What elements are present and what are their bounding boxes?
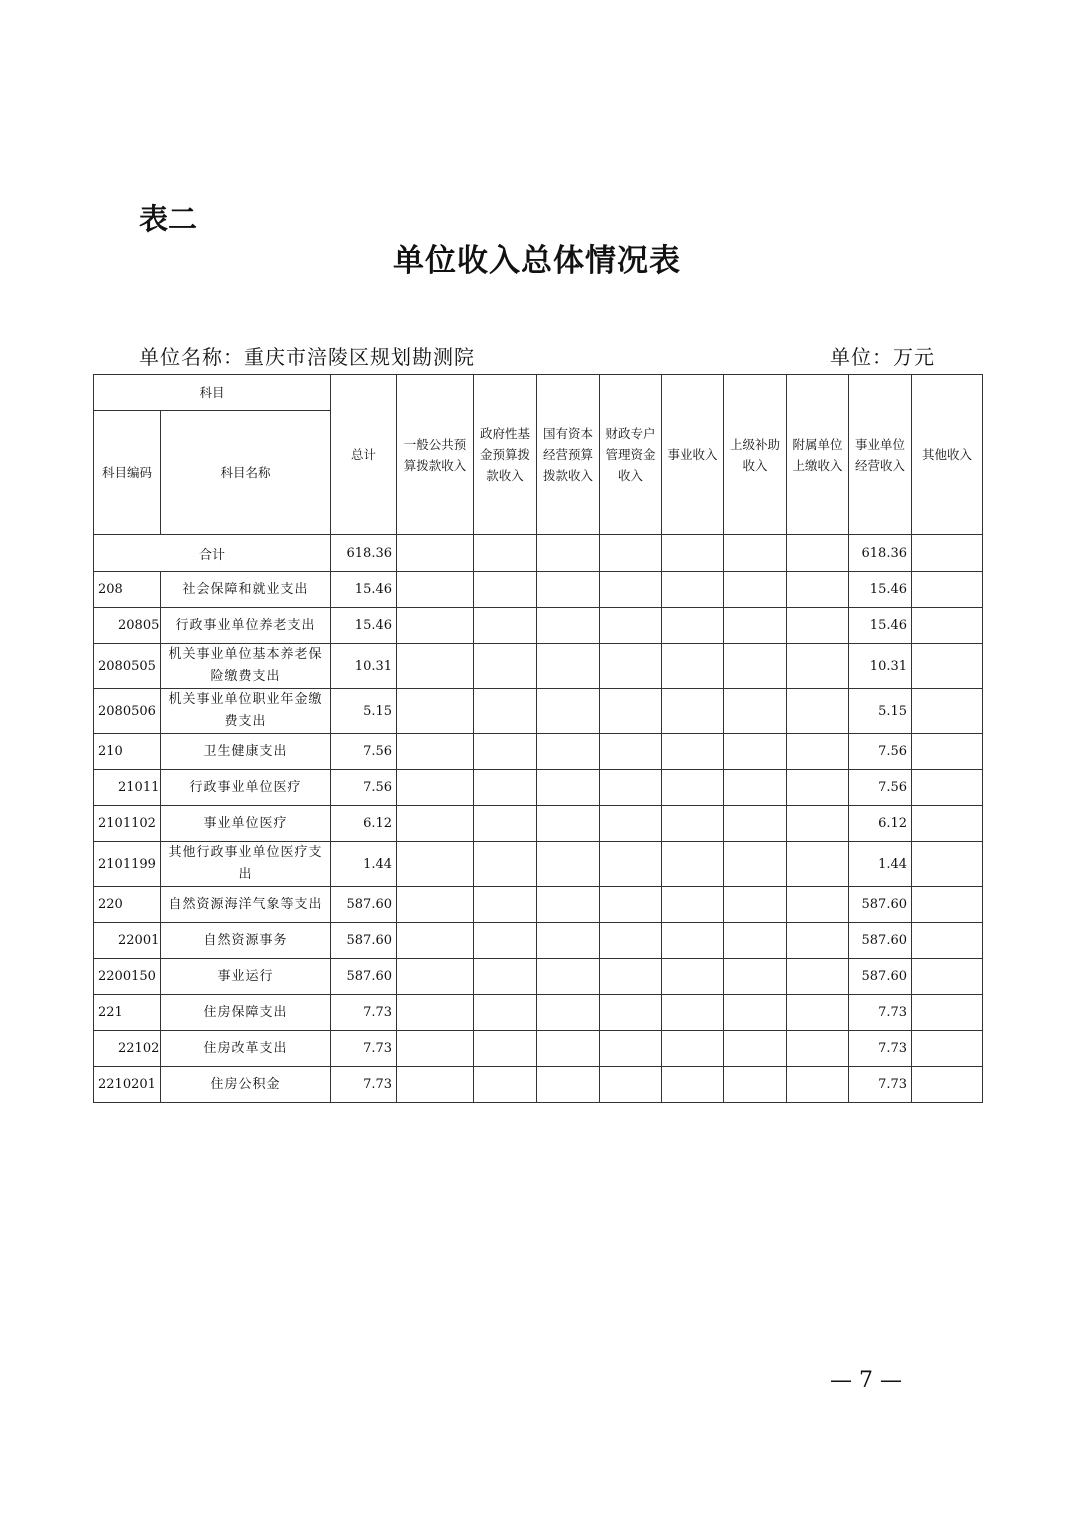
row-operating: 587.60 [849, 923, 912, 959]
row-total: 587.60 [331, 923, 397, 959]
row-total: 15.46 [331, 572, 397, 608]
row-total: 10.31 [331, 644, 397, 689]
table-row [94, 806, 983, 842]
total-operating-value: 618.36 [849, 535, 912, 572]
total-row [94, 535, 983, 572]
row-name: 其他行政事业单位医疗支出 [161, 842, 331, 887]
row-name: 事业运行 [161, 959, 331, 995]
table-row [94, 644, 983, 689]
table-row [94, 1031, 983, 1067]
table-label: 表二 [139, 202, 198, 236]
header-total: 总计 [331, 375, 397, 535]
row-total: 5.15 [331, 689, 397, 734]
row-operating: 7.56 [849, 734, 912, 770]
header-general-budget: 一般公共预算拨款收入 [397, 375, 474, 535]
row-total: 587.60 [331, 959, 397, 995]
row-name: 住房保障支出 [161, 995, 331, 1031]
table-row [94, 1067, 983, 1103]
row-code: 2101102 [94, 806, 161, 842]
table-row [94, 995, 983, 1031]
row-operating: 5.15 [849, 689, 912, 734]
table-row [94, 887, 983, 923]
row-code: 208 [94, 572, 161, 608]
row-name: 行政事业单位养老支出 [161, 608, 331, 644]
row-total: 1.44 [331, 842, 397, 887]
row-code: 221 [94, 995, 161, 1031]
total-value: 618.36 [331, 535, 397, 572]
header-subject: 科目 [94, 375, 331, 411]
row-code: 22001 [94, 923, 161, 959]
currency-unit: 单位：万元 [830, 345, 935, 369]
row-name: 住房改革支出 [161, 1031, 331, 1067]
row-code: 2200150 [94, 959, 161, 995]
row-name: 社会保障和就业支出 [161, 572, 331, 608]
row-operating: 7.73 [849, 1031, 912, 1067]
row-code: 2080506 [94, 689, 161, 734]
row-total: 7.73 [331, 1031, 397, 1067]
row-operating: 587.60 [849, 959, 912, 995]
row-total: 7.56 [331, 734, 397, 770]
row-name: 行政事业单位医疗 [161, 770, 331, 806]
row-code: 2210201 [94, 1067, 161, 1103]
unit-name: 单位名称：重庆市涪陵区规划勘测院 [139, 345, 475, 369]
row-total: 15.46 [331, 608, 397, 644]
row-operating: 7.56 [849, 770, 912, 806]
row-code: 2101199 [94, 842, 161, 887]
header-subsidy: 上级补助收入 [724, 375, 787, 535]
row-code: 22102 [94, 1031, 161, 1067]
header-gov-fund: 政府性基金预算拨款收入 [474, 375, 537, 535]
row-name: 机关事业单位职业年金缴费支出 [161, 689, 331, 734]
table-row [94, 842, 983, 887]
table-row [94, 689, 983, 734]
table-row [94, 959, 983, 995]
header-affiliated: 附属单位上缴收入 [787, 375, 849, 535]
header-name: 科目名称 [161, 411, 331, 535]
header-business: 事业收入 [662, 375, 724, 535]
row-total: 7.73 [331, 995, 397, 1031]
row-operating: 6.12 [849, 806, 912, 842]
row-operating: 587.60 [849, 887, 912, 923]
table-row [94, 734, 983, 770]
row-code: 20805 [94, 608, 161, 644]
row-name: 住房公积金 [161, 1067, 331, 1103]
row-operating: 15.46 [849, 608, 912, 644]
table-row [94, 608, 983, 644]
row-name: 事业单位医疗 [161, 806, 331, 842]
row-code: 220 [94, 887, 161, 923]
table-row [94, 572, 983, 608]
row-code: 2080505 [94, 644, 161, 689]
income-table [93, 374, 983, 1103]
table-row [94, 923, 983, 959]
page-number: — 7 — [830, 1368, 902, 1393]
row-operating: 10.31 [849, 644, 912, 689]
row-name: 自然资源事务 [161, 923, 331, 959]
header-operating: 事业单位经营收入 [849, 375, 912, 535]
row-operating: 15.46 [849, 572, 912, 608]
row-name: 卫生健康支出 [161, 734, 331, 770]
row-name: 自然资源海洋气象等支出 [161, 887, 331, 923]
row-operating: 1.44 [849, 842, 912, 887]
row-total: 7.73 [331, 1067, 397, 1103]
table-row [94, 770, 983, 806]
row-name: 机关事业单位基本养老保险缴费支出 [161, 644, 331, 689]
row-total: 7.56 [331, 770, 397, 806]
header-code: 科目编码 [94, 411, 161, 535]
row-operating: 7.73 [849, 995, 912, 1031]
row-operating: 7.73 [849, 1067, 912, 1103]
page-title: 单位收入总体情况表 [393, 243, 681, 279]
row-total: 6.12 [331, 806, 397, 842]
header-special-account: 财政专户管理资金收入 [600, 375, 662, 535]
row-total: 587.60 [331, 887, 397, 923]
row-code: 21011 [94, 770, 161, 806]
row-code: 210 [94, 734, 161, 770]
header-state-capital: 国有资本经营预算拨款收入 [537, 375, 600, 535]
total-label: 合计 [94, 535, 331, 572]
header-other: 其他收入 [912, 375, 983, 535]
